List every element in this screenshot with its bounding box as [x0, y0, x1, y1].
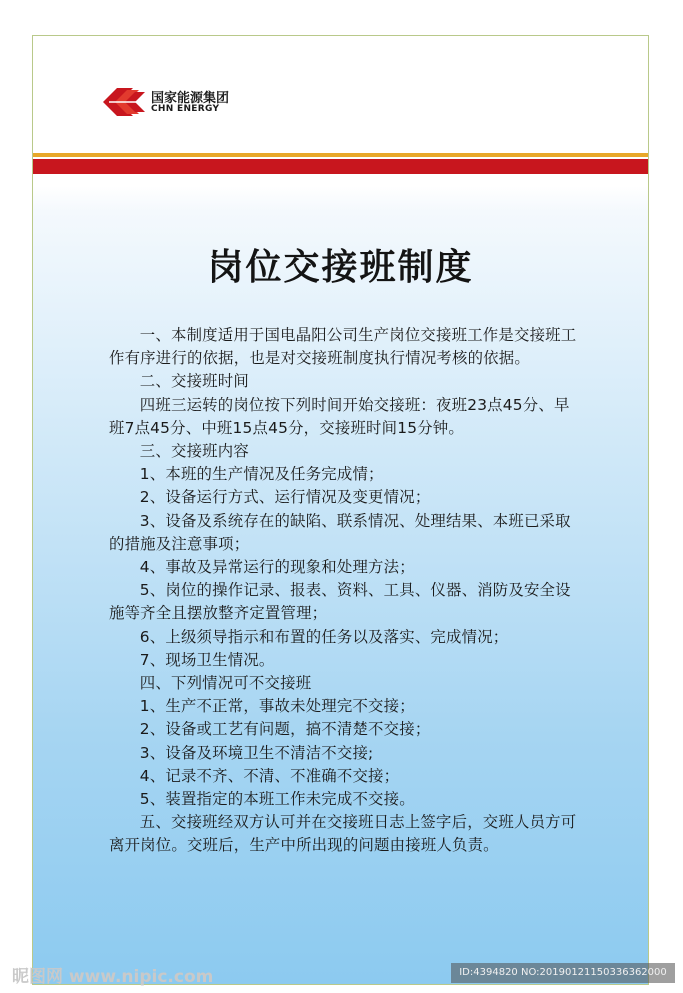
list-item: 3、设备及环境卫生不清洁不交接; [139, 743, 374, 762]
list-item: 5、装置指定的本班工作未完成不交接。 [139, 790, 415, 809]
rule-paragraph: 五、交接班经双方认可并在交接班日志上签字后，交班人员方可离开岗位。交班后，生产中所出现的问题由接班人负责。 [109, 813, 577, 855]
watermark-id: ID:4394820 NO:20190121150336362000 [451, 963, 675, 983]
page-title: 岗位交接班制度 [207, 247, 474, 288]
list-item: 1、本班的生产情况及任务完成情； [139, 465, 384, 484]
rule-paragraph: 四班三运转的岗位按下列时间开始交接班：夜班23点45分、早班7点45分、中班15点45分，交接班时间15分钟。 [109, 395, 570, 437]
logo-chinese-name: 国家能源集团 [151, 91, 230, 106]
list-item: 3、设备及系统存在的缺陷、联系情况、处理结果、本班已采取的措施及注意事项； [109, 511, 571, 553]
list-item: 6、上级须导指示和布置的任务以及落实、完成情况； [139, 627, 509, 646]
list-item: 5、岗位的操作记录、报表、资料、工具、仪器、消防及安全设施等齐全且摆放整齐定置管理； [109, 581, 571, 623]
list-item: 1、生产不正常，事故未处理完不交接； [139, 697, 415, 716]
header-red-stripe [33, 159, 648, 174]
list-item: 4、记录不齐、不清、不准确不交接； [139, 766, 400, 785]
logo-english-name: CHN ENERGY [151, 104, 220, 114]
list-item: 2、设备或工艺有问题，搞不清楚不交接； [139, 720, 431, 739]
list-item: 4、事故及异常运行的现象和处理方法； [139, 558, 415, 577]
header-gold-stripe [33, 153, 648, 157]
rules-content [109, 324, 581, 858]
list-item: 2、设备运行方式、运行情况及变更情况； [139, 488, 431, 507]
list-item: 7、现场卫生情况。 [139, 650, 275, 669]
rule-paragraph: 一、本制度适用于国电晶阳公司生产岗位交接班工作是交接班工作有序进行的依据，也是对交接班制度执行情况考核的依据。 [109, 326, 577, 368]
section-heading: 二、交接班时间 [139, 372, 249, 391]
rules-board [32, 35, 649, 985]
section-heading: 四、下列情况可不交接班 [139, 674, 312, 693]
chn-energy-logo-icon [103, 84, 147, 120]
section-heading: 三、交接班内容 [139, 442, 249, 461]
watermark-site: 昵图网 www.nipic.com [12, 967, 214, 987]
